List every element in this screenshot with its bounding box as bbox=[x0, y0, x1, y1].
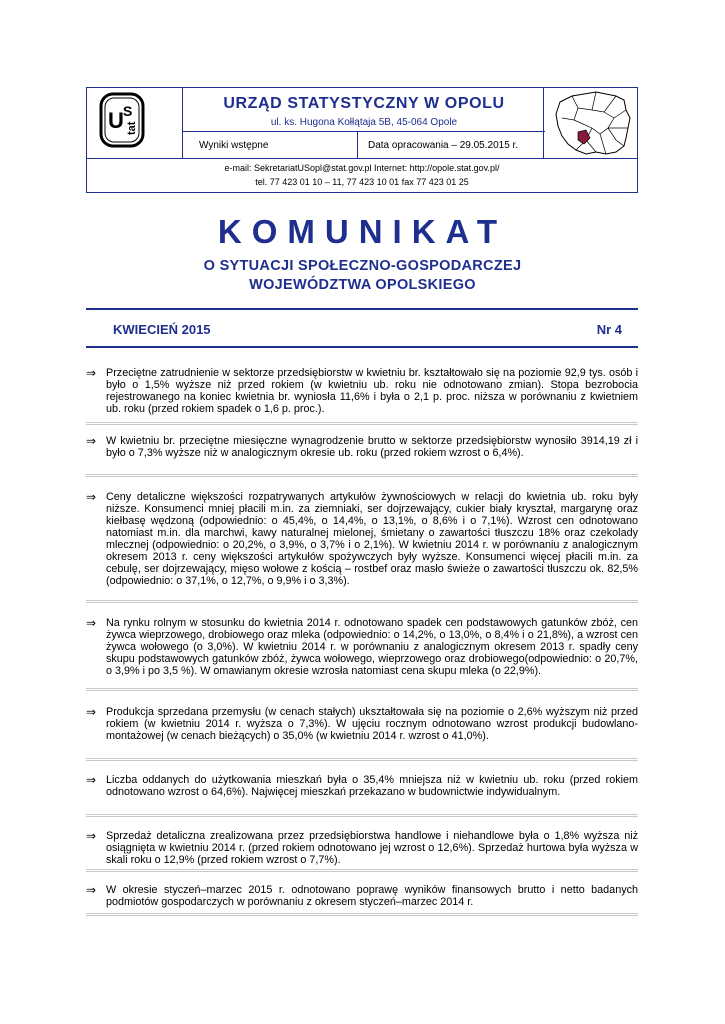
list-item bbox=[86, 367, 638, 425]
subtitle-line-2: WOJEWÓDZTWA OPOLSKIEGO bbox=[249, 277, 476, 293]
arrow-right-icon: ⇒ bbox=[86, 616, 97, 630]
issue-month: KWIECIEŃ 2015 bbox=[113, 322, 211, 337]
office-name: URZĄD STATYSTYCZNY W OPOLU bbox=[223, 95, 505, 112]
subtitle-line-1: O SYTUACJI SPOŁECZNO-GOSPODARCZEJ bbox=[203, 258, 522, 274]
list-item bbox=[86, 774, 638, 817]
item-text: Na rynku rolnym w stosunku do kwietnia 2014 r. odnotowano spadek cen podstawowych gatunków zbóż, cen żywca wieprzowego, drobiowego oraz mleka (odpowiednio: o 14,2%, o 13,0%, o 8,4% i o 21,8%), a wzrost cen żywca wołowego (o 3,0%). W kwietniu 2014 r. w porównaniu z analogicznym okresem 2013 r. spadły ceny skupu podstawowych gatunków zbóż, żywca wołowego, wieprzowego oraz drobiowego(odpowiednio: o 20,7%, o 3,9% i po 3,5 %). W omawianym okresie wzrosła natomiast cena skupu mleka (o 22,9%). bbox=[106, 617, 638, 677]
item-text: Liczba oddanych do użytkowania mieszkań była o 35,4% mniejsza niż w kwietniu ub. roku (przed rokiem odnotowano wzrost o 64,6%). Najwięcej mieszkań przekazano w budownictwie indywidualnym. bbox=[106, 774, 638, 798]
subtitle bbox=[0, 257, 725, 295]
item-text: Przeciętne zatrudnienie w sektorze przedsiębiorstw w kwietniu br. kształtowało się na poziomie 92,9 tys. osób i było o 1,5% wyższe niż przed rokiem (w kwietniu ub. roku nie odnotowano zmian). Stopa bezrobocia rejestrowanego na koniec kwietnia br. wyniosła 11,6% i była o 2,1 p. proc. niższa w porównaniu z kwietniem ub. roku (przed rokiem spadek o 1,6 p. proc.). bbox=[106, 367, 638, 415]
logo-cell bbox=[87, 88, 183, 159]
page-title: KOMUNIKAT bbox=[217, 213, 508, 250]
list-item bbox=[86, 884, 638, 916]
list-item bbox=[86, 435, 638, 477]
prepared-date: Data opracowania – 29.05.2015 r. bbox=[358, 132, 545, 159]
svg-text:U: U bbox=[108, 108, 124, 133]
ustat-logo-icon bbox=[87, 88, 183, 159]
list-item bbox=[86, 830, 638, 872]
arrow-right-icon: ⇒ bbox=[86, 773, 97, 787]
list-item bbox=[86, 706, 638, 761]
item-text: W kwietniu br. przeciętne miesięczne wynagrodzenie brutto w sektorze przedsiębiorstw wynosiło 3914,19 zł i było o 7,3% wyższe niż w analogicznym okresie ub. roku (przed rokiem wzrost o 6,4%). bbox=[106, 435, 638, 459]
issue-bar bbox=[86, 308, 638, 348]
contact-block bbox=[87, 161, 637, 189]
item-text: Sprzedaż detaliczna zrealizowana przez przedsiębiorstwa handlowe i niehandlowe była o 1,8% wyższa niż osiągnięta w kwietniu 2014 r. (przed rokiem odnotowano jej wzrost o 12,6%). Sprzedaż hurtowa była wyższa w skali roku o 12,9% (przed rokiem wzrost o 7,7%). bbox=[106, 830, 638, 866]
arrow-right-icon: ⇒ bbox=[86, 883, 97, 897]
release-type: Wyniki wstępne bbox=[183, 132, 358, 159]
arrow-right-icon: ⇒ bbox=[86, 829, 97, 843]
issue-number: Nr 4 bbox=[596, 322, 622, 337]
map-cell bbox=[543, 88, 637, 159]
list-item bbox=[86, 617, 638, 691]
arrow-right-icon: ⇒ bbox=[86, 490, 97, 504]
email-line: e-mail: SekretariatUSopl@stat.gov.pl Internet: http://opole.stat.gov.pl/ bbox=[224, 163, 500, 173]
item-text: W okresie styczeń–marzec 2015 r. odnotowano poprawę wyników finansowych brutto i netto badanych podmiotów gospodarczych w porównaniu z okresem styczeń–marzec 2014 r. bbox=[106, 884, 638, 908]
svg-text:tat: tat bbox=[126, 121, 138, 135]
header-box bbox=[86, 87, 638, 193]
svg-text:S: S bbox=[123, 103, 133, 119]
office-address: ul. ks. Hugona Kołłątaja 5B, 45-064 Opole bbox=[270, 117, 458, 128]
list-item bbox=[86, 491, 638, 603]
arrow-right-icon: ⇒ bbox=[86, 434, 97, 448]
arrow-right-icon: ⇒ bbox=[86, 705, 97, 719]
office-title-cell bbox=[183, 88, 545, 132]
item-text: Ceny detaliczne większości rozpatrywanych artykułów żywnościowych w relacji do kwietnia ub. roku były niższe. Konsumenci mniej płacili m.in. za ziemniaki, ser dojrzewający, cukier biały kryształ, margarynę oraz kiełbasę wędzoną (odpowiednio: o 45,4%, o 14,4%, o 13,1%, o 8,6% i o 7,1%). Wzrost cen odnotowano natomiast m.in. dla marchwi, kawy naturalnej mielonej, śmietany o zawartości tłuszczu 18% oraz czekolady mlecznej (odpowiednio: o 20,2%, o 3,9%, o 3,7% i o 2,1%). W kwietniu 2014 r. w porównaniu z analogicznym okresem 2013 r. ceny większości artykułów spożywczych były wyższe. Konsumenci więcej płacili m.in. za cebulę, ser dojrzewający, mięso wołowe z kością – rostbef oraz masło świeże o zawartości tłuszczu ok. 82,5% (odpowiednio: o 37,1%, o 12,7%, o 9,9% i o 3,3%). bbox=[106, 491, 638, 587]
poland-map-icon bbox=[544, 88, 638, 159]
arrow-right-icon: ⇒ bbox=[86, 366, 97, 380]
phone-line: tel. 77 423 01 10 – 11, 77 423 10 01 fax 77 423 01 25 bbox=[255, 177, 469, 187]
item-text: Produkcja sprzedana przemysłu (w cenach stałych) ukształtowała się na poziomie o 2,6% wyższym niż przed rokiem (w kwietniu 2014 r. wyższa o 7,3%). W ujęciu rocznym odnotowano wzrost produkcji budowlano-montażowej (w cenach bieżących) o 35,0% (w kwietniu 2014 r. wzrost o 41,0%). bbox=[106, 706, 638, 742]
